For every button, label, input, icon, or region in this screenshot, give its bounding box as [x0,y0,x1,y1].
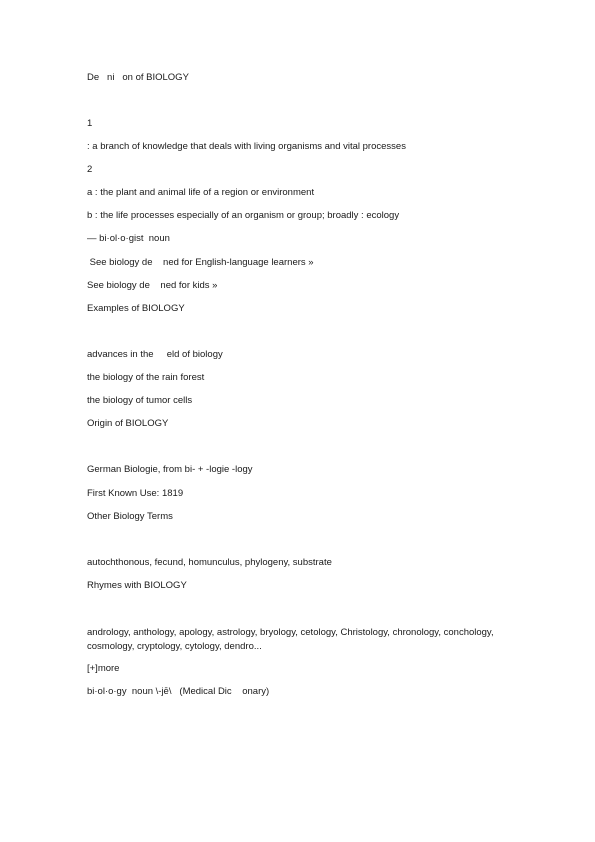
sense-2a-text: a : the plant and animal life of a region or environment [87,187,315,198]
origin-heading: Origin of BIOLOGY [87,418,169,429]
example-item: the biology of the rain forest [87,372,205,383]
sense-2b-text: b : the life processes especially of an organism or group; broadly : ecology [87,210,400,221]
learners-link[interactable]: See biology de ned for English-language learners » [87,257,314,268]
other-terms-heading: Other Biology Terms [87,511,173,522]
example-item: the biology of tumor cells [87,395,193,406]
sense-2-number: 2 [87,164,93,175]
more-link[interactable]: [+]more [87,663,120,674]
sense-1-text: : a branch of knowledge that deals with living organisms and vital processes [87,141,406,152]
rhymes-list: andrology, anthology, apology, astrology, bryology, cetology, Christology, chronology, conchology, cosmology, cryptology, cytology, dendro... [87,627,494,652]
first-known-use: First Known Use: 1819 [87,488,184,499]
rhymes-heading: Rhymes with BIOLOGY [87,580,187,591]
sense-1-number: 1 [87,118,93,129]
derived-form: — bi·ol·o·gist noun [87,233,170,244]
kids-link[interactable]: See biology de ned for kids » [87,280,218,291]
origin-text: German Biologie, from bi- + -logie -logy [87,464,253,475]
examples-heading: Examples of BIOLOGY [87,303,185,314]
definition-heading: De ni on of BIOLOGY [87,72,189,83]
other-terms-list: autochthonous, fecund, homunculus, phylogeny, substrate [87,557,332,568]
medical-dictionary-entry: bi·ol·o·gy noun \-jē\ (Medical Dic onary) [87,686,270,697]
example-item: advances in the eld of biology [87,349,223,360]
